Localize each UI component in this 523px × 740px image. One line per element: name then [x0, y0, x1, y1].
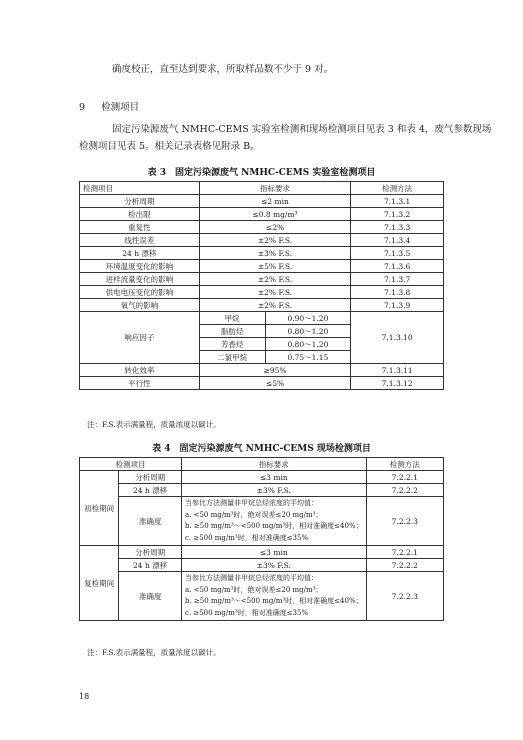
response-sub-range: 0.80～1.20	[265, 338, 351, 351]
row-item: 24 h 漂移	[119, 559, 182, 572]
row-method: 7.1.3.7	[351, 273, 444, 286]
row-item: 分析周期	[80, 195, 200, 208]
row-item: 转化效率	[80, 364, 200, 377]
table-row	[80, 559, 444, 572]
row-item: 线性误差	[80, 234, 200, 247]
paragraph-line-2: 检测项目见表 5。相关记录表格见附录 B。	[79, 141, 260, 152]
table3-header-item: 检测项目	[80, 182, 200, 195]
paragraph-line-1: 固定污染源废气 NMHC-CEMS 实验室检测和现场检测项目见表 3 和表 4，废气参数现场	[112, 124, 492, 135]
row-method: 7.1.3.3	[351, 221, 444, 234]
table3-header-req: 指标要求	[199, 182, 351, 195]
row-req: ≥95%	[199, 364, 351, 377]
table-row	[80, 195, 444, 208]
row-method: 7.1.3.1	[351, 195, 444, 208]
table3-note: 注：F.S.表示满量程，质量浓度以碳计。	[87, 420, 221, 429]
accuracy-line: b. ≥50 mg/m³～<500 mg/m³时，相对准确度≤40%；	[184, 597, 363, 605]
table-row	[80, 234, 444, 247]
row-method: 7.2.2.2	[366, 484, 443, 497]
row-method: 7.1.3.12	[351, 377, 444, 390]
row-req: ±2% F.S.	[199, 286, 351, 299]
response-sub-range: 0.90～1.20	[265, 312, 351, 325]
response-sub-range: 0.75～1.15	[265, 351, 351, 364]
row-method: 7.2.2.1	[366, 546, 443, 559]
group-name-recheck: 复检期间	[80, 546, 119, 621]
row-item: 24 h 漂移	[119, 484, 182, 497]
row-method: 7.2.2.3	[366, 572, 443, 621]
row-item: 24 h 漂移	[80, 247, 200, 260]
table-row	[80, 572, 444, 621]
table3-header-row	[80, 182, 444, 195]
response-sub-name: 芳香烃	[199, 338, 265, 351]
row-item: 供电电压变化的影响	[80, 286, 200, 299]
table4-caption: 表 4 固定污染源废气 NMHC-CEMS 现场检测项目	[152, 444, 371, 454]
page-number: 18	[79, 692, 90, 701]
row-req: ≤3 min	[181, 546, 366, 559]
row-req: ±2% F.S.	[199, 273, 351, 286]
accuracy-line: a. <50 mg/m³时，绝对误差≤20 mg/m³；	[184, 510, 323, 519]
row-req: ±3% F.S.	[181, 559, 366, 572]
table-row	[80, 273, 444, 286]
row-item: 重复性	[80, 221, 200, 234]
row-item: 氧气的影响	[80, 299, 200, 312]
row-req: ±3% F.S.	[181, 484, 366, 497]
table-row	[80, 221, 444, 234]
table3	[79, 181, 444, 390]
accuracy-line: a. <50 mg/m³时，绝对误差≤20 mg/m³；	[184, 585, 323, 594]
row-method: 7.1.3.6	[351, 260, 444, 273]
accuracy-line: 当参比方法测量非甲烷总烃浓度的平均值：	[184, 499, 318, 507]
accuracy-line: c. ≥500 mg/m³时，相对准确度≤35%	[184, 608, 309, 617]
table4-header-row	[80, 458, 444, 471]
table-row	[80, 364, 444, 377]
row-method: 7.1.3.8	[351, 286, 444, 299]
accuracy-line: 当参比方法测量非甲烷总烃浓度的平均值：	[184, 574, 318, 582]
group-name-initial: 初检期间	[80, 471, 119, 546]
section-number: 9	[79, 102, 86, 113]
table-row	[80, 299, 444, 312]
row-method: 7.1.3.4	[351, 234, 444, 247]
row-item: 分析周期	[119, 471, 182, 484]
row-method: 7.2.2.2	[366, 559, 443, 572]
row-item: 准确度	[119, 497, 182, 546]
accuracy-line: b. ≥50 mg/m³～<500 mg/m³时，相对准确度≤40%；	[184, 522, 363, 530]
row-method: 7.2.2.3	[366, 497, 443, 546]
row-req: ±5% F.S.	[199, 260, 351, 273]
table-row	[80, 546, 444, 559]
row-item: 检出限	[80, 208, 200, 221]
section-heading	[79, 99, 139, 113]
row-req: ≤3 min	[181, 471, 366, 484]
row-method: 7.1.3.5	[351, 247, 444, 260]
row-item: 进样流量变化的影响	[80, 273, 200, 286]
response-sub-name: 甲烷	[199, 312, 265, 325]
accuracy-line: c. ≥500 mg/m³时，相对准确度≤35%	[184, 533, 309, 542]
table-row	[80, 208, 444, 221]
row-item: 准确度	[119, 572, 182, 621]
response-sub-name: 脂肪烃	[199, 325, 265, 338]
table4-header-method: 检测方法	[366, 458, 443, 471]
table-row	[80, 377, 444, 390]
response-method: 7.1.3.10	[351, 312, 444, 364]
row-method: 7.1.3.11	[351, 364, 444, 377]
row-method: 7.2.2.1	[366, 471, 443, 484]
table4	[79, 457, 444, 621]
intro-line: 确度校正，直至达到要求，所取样品数不少于 9 对。	[112, 64, 334, 75]
row-req: ±2% F.S.	[199, 234, 351, 247]
response-item: 响应因子	[80, 312, 200, 364]
table3-header-method: 检测方法	[351, 182, 444, 195]
row-method: 7.1.3.9	[351, 299, 444, 312]
row-item: 平行性	[80, 377, 200, 390]
table-row-response	[80, 312, 444, 325]
row-item: 环境温度变化的影响	[80, 260, 200, 273]
row-req: ≤0.8 mg/m³	[199, 208, 351, 221]
table4-note: 注：F.S.表示满量程，质量浓度以碳计。	[87, 648, 221, 657]
table4-header-item: 检测项目	[80, 458, 182, 471]
accuracy-requirement	[181, 497, 366, 546]
table-row	[80, 260, 444, 273]
table-row	[80, 247, 444, 260]
row-req: ±3% F.S.	[199, 247, 351, 260]
table-row	[80, 497, 444, 546]
row-req: ±2% F.S.	[199, 299, 351, 312]
table3-caption: 表 3 固定污染源废气 NMHC-CEMS 实验室检测项目	[147, 168, 376, 178]
table-row	[80, 484, 444, 497]
table-row	[80, 286, 444, 299]
row-method: 7.1.3.2	[351, 208, 444, 221]
table4-header-req: 指标要求	[181, 458, 366, 471]
row-req: ≤5%	[199, 377, 351, 390]
response-sub-name: 二氯甲烷	[199, 351, 265, 364]
table-row	[80, 471, 444, 484]
row-req: ≤2%	[199, 221, 351, 234]
row-item: 分析周期	[119, 546, 182, 559]
section-title: 检测项目	[101, 102, 140, 113]
response-sub-range: 0.80～1.20	[265, 325, 351, 338]
accuracy-requirement	[181, 572, 366, 621]
row-req: ≤2 min	[199, 195, 351, 208]
